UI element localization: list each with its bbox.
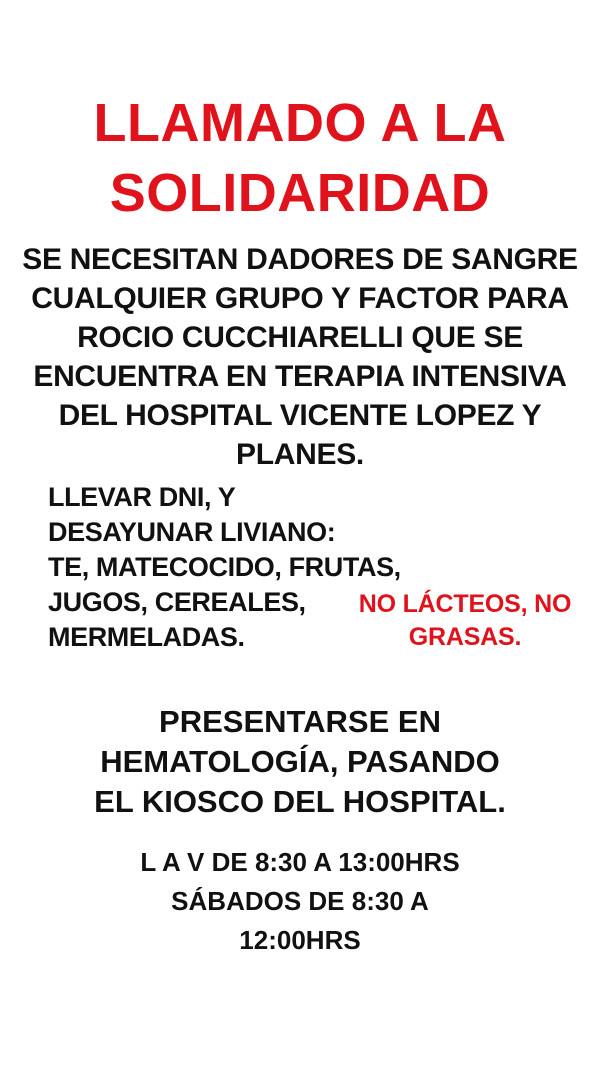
warning-line: NO LÁCTEOS, NO bbox=[358, 590, 572, 618]
hours-line: 12:00HRS bbox=[239, 925, 361, 955]
location-instructions bbox=[0, 702, 600, 822]
requirement-line: LLEVAR DNI, Y bbox=[48, 482, 236, 512]
intro-line: DEL HOSPITAL VICENTE LOPEZ Y bbox=[58, 399, 542, 432]
title-line: LLAMADO A LA bbox=[93, 93, 507, 153]
location-line: HEMATOLOGÍA, PASANDO bbox=[100, 744, 500, 779]
intro-line: SE NECESITAN DADORES DE SANGRE bbox=[22, 243, 578, 276]
intro-line: CUALQUIER GRUPO Y FACTOR PARA bbox=[31, 282, 569, 315]
blood-donor-request bbox=[0, 240, 600, 474]
requirement-line: MERMELADAS. bbox=[48, 622, 245, 652]
location-line: EL KIOSCO DEL HOSPITAL. bbox=[94, 784, 506, 819]
title-line: SOLIDARIDAD bbox=[109, 163, 491, 223]
location-line: PRESENTARSE EN bbox=[159, 704, 441, 739]
intro-line: PLANES. bbox=[236, 438, 364, 471]
requirement-line: TE, MATECOCIDO, FRUTAS, bbox=[48, 552, 401, 582]
requirement-line: DESAYUNAR LIVIANO: bbox=[48, 517, 336, 547]
intro-line: ENCUENTRA EN TERAPIA INTENSIVA bbox=[33, 360, 567, 393]
donor-requirements bbox=[48, 480, 401, 655]
flyer-title bbox=[0, 88, 600, 228]
intro-line: ROCIO CUCCHIARELLI QUE SE bbox=[77, 321, 523, 354]
hours-line: SÁBADOS DE 8:30 A bbox=[171, 886, 429, 916]
warning-line: GRASAS. bbox=[408, 623, 522, 651]
dietary-warning bbox=[340, 588, 590, 654]
requirement-line: JUGOS, CEREALES, bbox=[48, 587, 306, 617]
donation-hours bbox=[0, 843, 600, 960]
hours-line: L A V DE 8:30 A 13:00HRS bbox=[140, 847, 460, 877]
